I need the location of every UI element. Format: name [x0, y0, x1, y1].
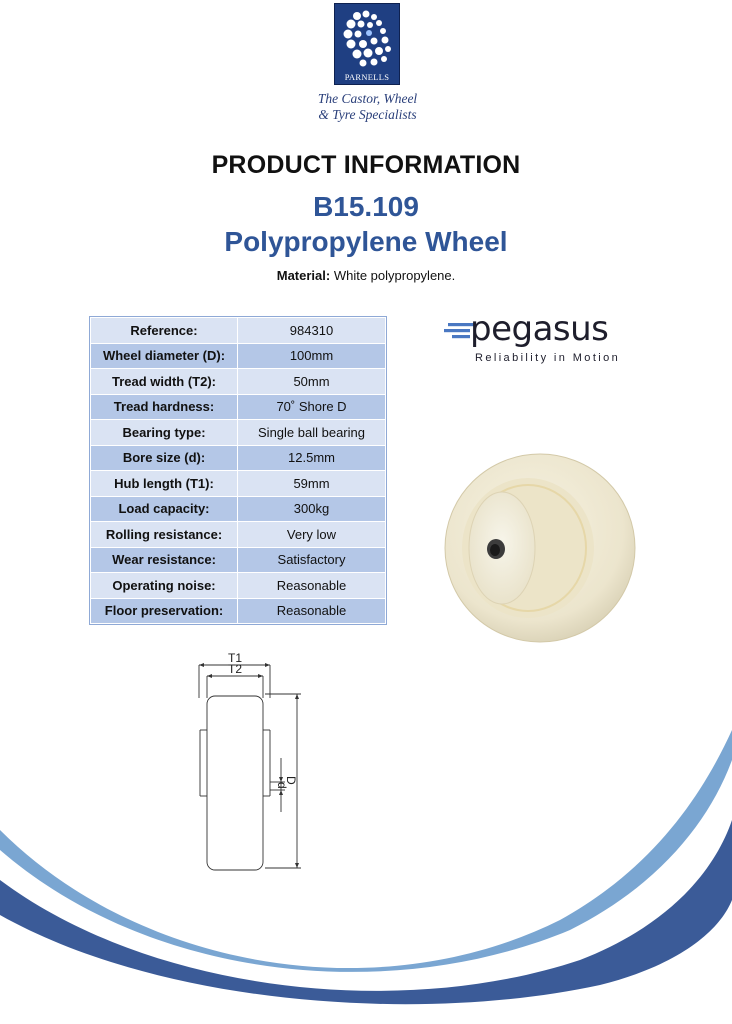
spec-value: 984310 — [238, 318, 386, 344]
spec-value: 100mm — [238, 343, 386, 369]
product-name: Polypropylene Wheel — [224, 226, 508, 257]
logo-name: PARNELLS — [344, 72, 390, 82]
spec-value: 300kg — [238, 496, 386, 522]
table-row — [91, 445, 386, 471]
wheel-photo — [440, 450, 640, 646]
spec-label: Rolling resistance: — [91, 522, 238, 548]
spec-value: 12.5mm — [238, 445, 386, 471]
pegasus-slogan: Reliability in Motion — [475, 352, 621, 364]
table-row — [91, 394, 386, 420]
spec-label: Tread hardness: — [91, 394, 238, 420]
parnells-logo — [334, 3, 400, 85]
table-row — [91, 522, 386, 548]
table-row — [91, 573, 386, 599]
spec-label: Bore size (d): — [91, 445, 238, 471]
material-label: Material: — [276, 268, 331, 283]
table-row — [91, 598, 386, 624]
table-row — [91, 318, 386, 344]
spec-label: Tread width (T2): — [91, 369, 238, 395]
spec-value: Single ball bearing — [238, 420, 386, 446]
spec-label: Reference: — [91, 318, 238, 344]
spec-label: Bearing type: — [91, 420, 238, 446]
spec-value: 50mm — [238, 369, 386, 395]
spec-value: Satisfactory — [238, 547, 386, 573]
spec-table — [90, 317, 386, 624]
label-t2: T2 — [227, 662, 243, 676]
spec-label: Load capacity: — [91, 496, 238, 522]
spec-label: Floor preservation: — [91, 598, 238, 624]
spec-label: Operating noise: — [91, 573, 238, 599]
footer-wave-decoration — [0, 730, 732, 1024]
table-row — [91, 420, 386, 446]
spec-value: 70˚ Shore D — [238, 394, 386, 420]
material-line — [0, 268, 732, 283]
label-d-large: D — [284, 776, 298, 785]
spec-value: Very low — [238, 522, 386, 548]
table-row — [91, 471, 386, 497]
spec-label: Hub length (T1): — [91, 471, 238, 497]
label-d-small: d — [275, 782, 289, 789]
spec-label: Wheel diameter (D): — [91, 343, 238, 369]
logo-dots-icon — [339, 8, 395, 70]
tagline-line2: & Tyre Specialists — [318, 107, 417, 122]
spec-label: Wear resistance: — [91, 547, 238, 573]
spec-value: 59mm — [238, 471, 386, 497]
product-code: B15.109 — [313, 191, 419, 222]
table-row — [91, 343, 386, 369]
spec-value: Reasonable — [238, 573, 386, 599]
page-title: PRODUCT INFORMATION — [211, 151, 521, 179]
pegasus-name: pegasus — [470, 309, 609, 349]
table-row — [91, 547, 386, 573]
tagline-line1: The Castor, Wheel — [317, 91, 418, 106]
table-row — [91, 496, 386, 522]
label-t1: T1 — [227, 651, 243, 665]
material-value: White polypropylene. — [333, 268, 456, 283]
table-row — [91, 369, 386, 395]
spec-value: Reasonable — [238, 598, 386, 624]
